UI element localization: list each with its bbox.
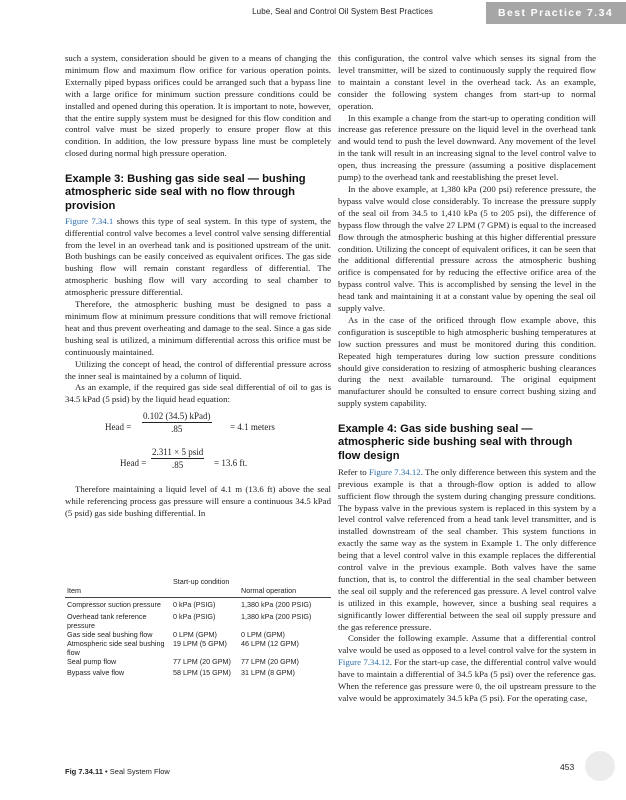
- figure-link[interactable]: Figure 7.34.12: [338, 657, 390, 668]
- paragraph-text: . The only difference between this system and the previous example is that a through-flow option is added to allow sufficient flow through the system during changing pressure conditions. The bypass valve in the previous system is replaced in this system by a level control valve referenced from a head tank level transmitter, and is installed downstream of the seal chamber. This system functions in exactly the same way as the system in Example 1. The only difference being that a level control valve in this example replaces the differential control valve in the previous example. Both valves have the same function, that is, to control the differential in the seal chamber between the seal oil supply and the referenced gas pressure. A level control valve is utilized in this example, however, since a bushing seal requires a significantly lower differential between the seal oil supply pressure and the gas reference pressure.: [338, 466, 596, 632]
- paragraph: In this example a change from the start-up to operating condition will increase gas reference pressure on the liquid level in the overhead tank and would tend to push the level downward. Any movement of the level in the tank will result in an increasing signal to the level control valve to open, thus increasing the pressure (assuming a positive displacement pump) to the overhead tank and reestablishing the preset level.: [338, 112, 596, 183]
- right-column: [338, 53, 596, 705]
- table-cell: Seal pump flow: [67, 657, 117, 666]
- table-cell: Atmospheric side seal bushing flow: [67, 639, 165, 657]
- table-cell: 77 LPM (20 GPM): [173, 657, 231, 666]
- equation-fraction: [142, 410, 212, 435]
- equation-denominator: .85: [171, 424, 183, 435]
- paragraph: this configuration, the control valve which senses its signal from the level transmitter, will be sized to continuously supply the required flow to maintain a constant level in the overhead tack. As an example, consider the following system changes from start-up to normal operation.: [338, 53, 596, 111]
- equation-rhs: = 4.1 meters: [230, 422, 275, 433]
- equation-numerator: 0.102 (34.5) kPad): [143, 411, 211, 422]
- table-cell: 46 LPM (12 GPM): [241, 639, 299, 648]
- column-header: Item: [67, 586, 81, 595]
- table-row: [65, 639, 331, 657]
- equation-lhs: Head =: [105, 422, 132, 433]
- table-header-row: [65, 577, 331, 597]
- column-header: Normal operation: [241, 586, 297, 595]
- caption-text: Seal System Flow: [109, 767, 170, 776]
- table-cell: 77 LPM (20 GPM): [241, 657, 299, 666]
- table-cell: Bypass valve flow: [67, 668, 125, 677]
- table-row: [65, 609, 331, 630]
- table-cell: 1,380 kPa (200 PSIG): [241, 600, 312, 609]
- paragraph: [65, 216, 331, 299]
- equation-denominator: .85: [172, 460, 184, 471]
- table-cell: 1,380 kPa (200 PSIG): [241, 612, 312, 621]
- table-cell: 58 LPM (15 GPM): [173, 668, 231, 677]
- table-cell: 0 LPM (GPM): [173, 630, 217, 639]
- paragraph: [338, 633, 596, 704]
- page-corner-circle: [585, 751, 615, 781]
- table-row: [65, 666, 331, 677]
- equation-head-meters: [65, 410, 331, 446]
- figure-link[interactable]: Figure 7.34.1: [65, 215, 114, 226]
- section-label: Best Practice 7.34: [486, 2, 626, 24]
- caption-figure-number: Fig 7.34.11: [65, 767, 103, 776]
- running-header: [0, 0, 626, 28]
- table-cell: 31 LPM (8 GPM): [241, 668, 295, 677]
- running-title: Lube, Seal and Control Oil System Best Practices: [252, 7, 433, 16]
- column-header: Start-up condition: [173, 577, 230, 586]
- table-cell: Overhead tank reference pressure: [67, 612, 147, 630]
- table-row: [65, 657, 331, 666]
- paragraph: In the above example, at 1,380 kPa (200 psi) reference pressure, the bypass valve would close considerably. To increase the pressure supply of the seal oil from 34.5 to 1,410 kPa (5 to 205 psi), the difference of bypass flow through the valve 27 LPM (7 GPM) is equal to the increased flow through the atmospheric bushing at this higher differential pressure condition. Utilizing the concept of equivalent orifices, it can be seen that the additional differential pressure across the atmospheric bushing orifice is compensated for by reducing the effective orifice area of the bypass control valve. This is accomplished by sensing the level in the head tank and maintaining it at a constant value by opening the seal oil supply valve.: [338, 183, 596, 314]
- table-cell: 0 kPa (PSIG): [173, 612, 216, 621]
- table-cell: 19 LPM (5 GPM): [173, 639, 227, 648]
- equation-lhs: Head =: [120, 458, 147, 469]
- seal-flow-table: [65, 577, 331, 677]
- figure-caption: [65, 767, 170, 776]
- paragraph-text: Refer to: [338, 466, 370, 477]
- paragraph-text: shows this type of seal system. In this type of system, the differential control valve becomes a level control valve sensing differential from the level in an overhead tank and is positioned upstream of the unit. Both bushings can be easily conceived as equivalent orifices. The gas side bushing flow will remain constant regardless of differential. The atmospheric bushing flow will vary according to seal chamber to atmospheric pressure differential.: [65, 215, 331, 298]
- section-heading: Example 4: Gas side bushing seal — atmospheric side bushing seal with through flow design: [338, 423, 573, 462]
- paragraph-text: Consider the following example. Assume that a differential control valve would be used as opposed to a level control valve for the system in: [338, 633, 596, 656]
- paragraph-text: . For the start-up case, the differential control valve would have to maintain a differential of 34.5 kPa (5 psi) over the reference gas. When the reference gas pressure were 0, the oil upstream pressure to the valve would be approximately 34.5 kPa (5 psi). For the operating case,: [338, 657, 597, 704]
- caption-bullet: •: [105, 767, 108, 776]
- table-row: [65, 630, 331, 639]
- figure-link[interactable]: Figure 7.34.12: [369, 466, 421, 477]
- equation-fraction: [151, 446, 204, 471]
- paragraph: [338, 467, 596, 634]
- table-row: [65, 598, 331, 609]
- equation-rhs: = 13.6 ft.: [214, 458, 248, 469]
- equation-numerator: 2.311 × 5 psid: [152, 447, 204, 458]
- page-number: 453: [560, 762, 575, 772]
- left-column: [65, 53, 331, 520]
- table-cell: 0 LPM (GPM): [241, 630, 285, 639]
- equation-head-feet: [65, 446, 331, 482]
- table-cell: 0 kPa (PSIG): [173, 600, 216, 609]
- paragraph: Therefore maintaining a liquid level of 4.1 m (13.6 ft) above the seal while referencing process gas pressure will ensure a continuous 34.5 kPad (5 psid) gas side bushing differential. In: [65, 484, 331, 519]
- paragraph: Utilizing the concept of head, the control of differential pressure across the inner seal is maintained by a column of liquid.: [65, 358, 331, 381]
- section-heading: Example 3: Bushing gas side seal — bushing atmospheric side seal with no flow through provision: [65, 173, 306, 212]
- paragraph: Therefore, the atmospheric bushing must be designed to pass a minimum flow at minimum pressure conditions that will remove frictional heat and thus prevent overheating and damage to the seal. Since a gas side bushing seal is utilized, a minimum differential across this orifice must be continuously maintained.: [65, 299, 331, 357]
- paragraph: As in the case of the orificed through flow example above, this configuration is susceptible to high atmospheric bushing temperatures at low suction pressures and must be monitored during this condition. Repeated high temperatures during low suction pressure conditions should give consideration to resizing of atmospheric bushing clearances during the next available turnaround. The original equipment manufacturer should be consulted to ensure correct bushing sizing and supply system capability.: [338, 314, 596, 409]
- paragraph: As an example, if the required gas side seal differential of oil to gas is 34.5 kPad (5 psid) by the liquid head equation:: [65, 382, 331, 405]
- table-cell: Gas side seal bushing flow: [67, 630, 153, 639]
- table-cell: Compressor suction pressure: [67, 600, 161, 609]
- paragraph: such a system, consideration should be given to a means of changing the minimum flow and maximum flow orifice for various operation points. Externally piped bypass orifices could be arranged such that a bypass line with a large orifice for minimum suction pressure conditions could be installed and opened during this operation. It is important to note, however, that the entire supply system must be designed for this flow condition and control valve must be sized properly to ensure proper flow at this condition. In addition, the low pressure bypass line must be completely closed during normal high pressure operation.: [65, 53, 331, 159]
